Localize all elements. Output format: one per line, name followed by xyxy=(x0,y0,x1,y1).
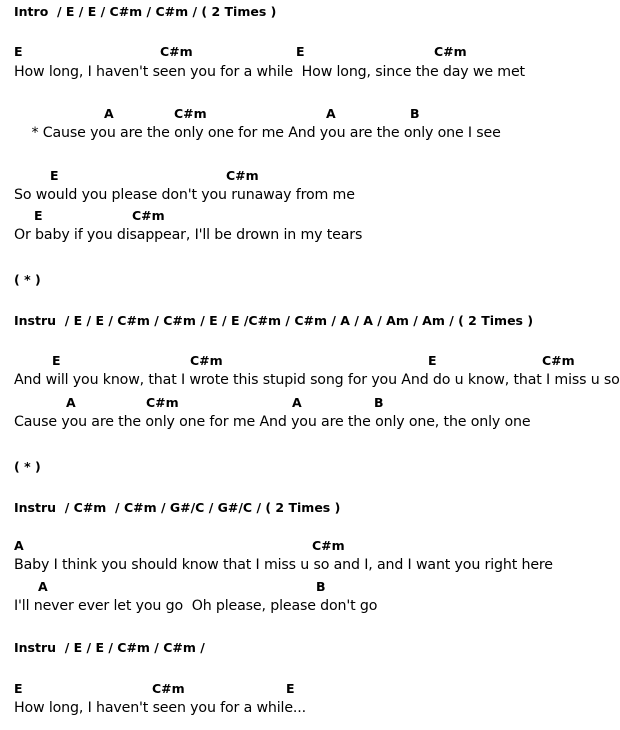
chord-row-6 xyxy=(0,395,620,413)
chord-symbol: C#m xyxy=(434,44,467,59)
instru-progression-3: Instru / E / E / C#m / C#m / xyxy=(14,640,205,655)
lyric-line-3: So would you please don't you runaway from me xyxy=(14,187,355,203)
chord-symbol: C#m xyxy=(226,168,259,183)
lyric-line-8: I'll never ever let you go Oh please, please don't go xyxy=(14,598,378,614)
lyric-line-6: Cause you are the only one for me And you are the only one, the only one xyxy=(14,414,531,430)
chord-row-8 xyxy=(0,579,620,597)
instru-progression-1: Instru / E / E / C#m / C#m / E / E /C#m / C#m / A / A / Am / Am / ( 2 Times ) xyxy=(14,313,534,328)
chord-symbol: C#m xyxy=(160,44,193,59)
chord-symbol: A xyxy=(38,579,48,594)
chord-symbol: B xyxy=(410,106,420,121)
chord-symbol: E xyxy=(34,208,43,223)
chord-symbol: E xyxy=(286,681,295,696)
instru-progression-2: Instru / C#m / C#m / G#/C / G#/C / ( 2 Times ) xyxy=(14,500,341,515)
chorus-repeat-2: ( * ) xyxy=(14,459,41,474)
lyric-line-7: Baby I think you should know that I miss u so and I, and I want you right here xyxy=(14,557,553,573)
chord-symbol: E xyxy=(428,353,437,368)
chorus-marker-line: * Cause you are the only one for me And you are the only one I see xyxy=(14,125,501,141)
chord-symbol: E xyxy=(52,353,61,368)
chord-symbol: A xyxy=(66,395,76,410)
chord-symbol: E xyxy=(296,44,305,59)
chord-row-9 xyxy=(0,681,620,699)
chord-row-7 xyxy=(0,538,620,556)
chord-symbol: A xyxy=(104,106,114,121)
lyric-line-5: And will you know, that I wrote this stupid song for you And do u know, that I miss u so xyxy=(14,372,620,388)
chord-symbol: A xyxy=(326,106,336,121)
chord-symbol: C#m xyxy=(190,353,223,368)
chord-symbol: C#m xyxy=(542,353,575,368)
intro-progression: Intro / E / E / C#m / C#m / ( 2 Times ) xyxy=(14,4,277,19)
chord-symbol: A xyxy=(14,538,24,553)
lyric-line-4: Or baby if you disappear, I'll be drown in my tears xyxy=(14,227,363,243)
chord-symbol: C#m xyxy=(174,106,207,121)
chord-symbol: B xyxy=(316,579,326,594)
chord-symbol: A xyxy=(292,395,302,410)
chord-row-3 xyxy=(0,168,620,186)
chorus-repeat-1: ( * ) xyxy=(14,272,41,287)
chord-row-1 xyxy=(0,44,620,62)
chord-symbol: E xyxy=(14,681,23,696)
chord-symbol: C#m xyxy=(132,208,165,223)
lyric-line-9: How long, I haven't seen you for a while... xyxy=(14,700,307,716)
chord-row-4 xyxy=(0,208,620,226)
chord-symbol: C#m xyxy=(312,538,345,553)
chord-symbol: C#m xyxy=(146,395,179,410)
chord-symbol: B xyxy=(374,395,384,410)
chord-row-2 xyxy=(0,106,620,124)
chord-symbol: E xyxy=(14,44,23,59)
chord-row-5 xyxy=(0,353,620,371)
lyric-line-1: How long, I haven't seen you for a while How long, since the day we met xyxy=(14,64,525,80)
chord-symbol: C#m xyxy=(152,681,185,696)
chord-symbol: E xyxy=(50,168,59,183)
